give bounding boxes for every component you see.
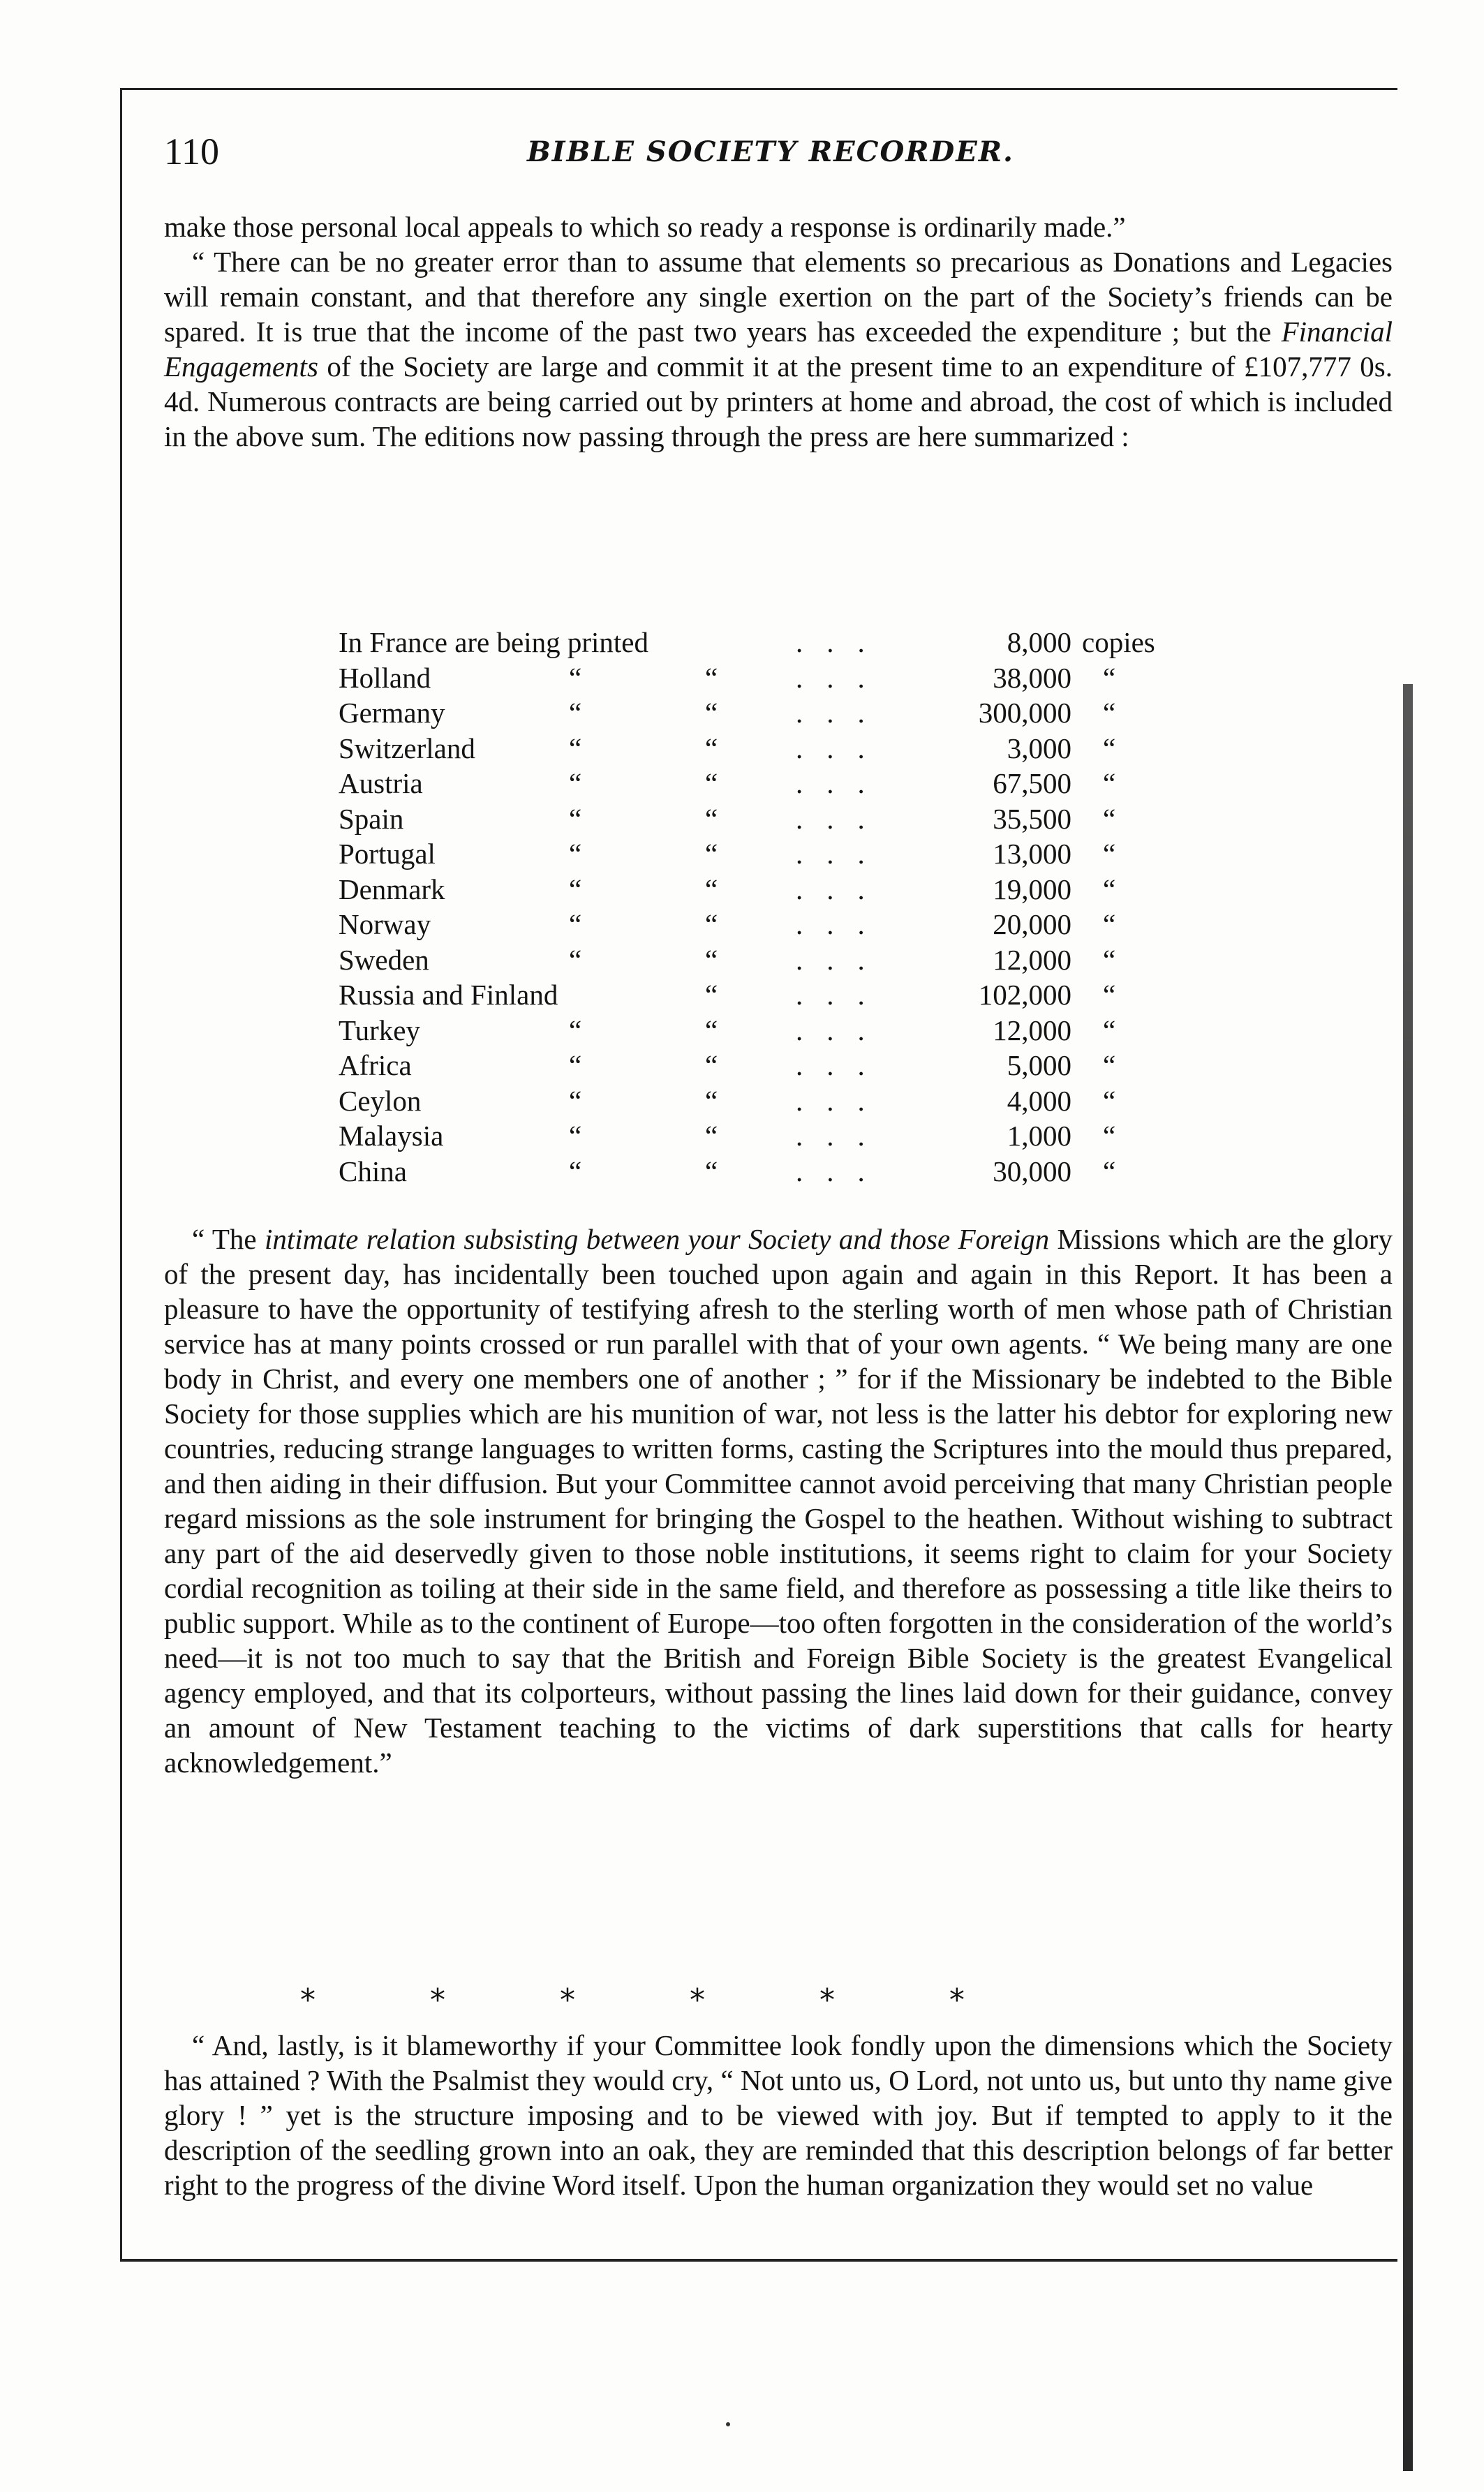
intimate-open: “ The [192,1223,265,1255]
table-row [339,660,1316,696]
ditto-mark: “ [705,661,718,694]
intro-italic-financial: Financial Engagements [164,316,1393,383]
ditto-mark: “ [705,1014,718,1046]
country-cell: Norway [339,908,431,940]
table-row [339,625,1316,660]
ditto-mark: “ [705,979,718,1011]
unit-cell: “ [1103,1155,1116,1187]
table-row [339,1154,1316,1189]
ditto-mark: “ [569,1049,582,1081]
table-row [339,1048,1316,1083]
ditto-mark: “ [569,873,582,905]
unit-cell: “ [1103,908,1116,940]
leader-dots: ... [796,943,889,976]
unit-cell: “ [1103,979,1116,1011]
unit-cell: “ [1103,838,1116,870]
ditto-mark: “ [569,661,582,694]
leader-dots: ... [796,697,889,729]
copies-count: 8,000 [1007,626,1071,658]
copies-count: 19,000 [993,873,1071,905]
ditto-mark: “ [569,767,582,799]
country-cell: In France are being printed [339,626,648,658]
table-row [339,695,1316,731]
country-cell: Malaysia [339,1120,444,1152]
ditto-mark: “ [569,1084,582,1117]
country-cell: Switzerland [339,732,475,764]
copies-count: 102,000 [978,979,1071,1011]
country-cell: Russia and Finland [339,979,558,1011]
country-cell: Germany [339,697,445,729]
intimate-rest: Missions which are the glory of the present day, has incidentally been touched upon again and again in this Report. It has been a pleasure to have the opportunity of testifying afresh to the sterling worth of men whose path of Christian service has at many points crossed or run parallel with that of your own agents. “ We being many are one body in Christ, and every one members one of another ; ” for if the Missionary be indebted to the Bible Society for those supplies which are his munition of war, not less is the latter his debtor for exploring new countries, reducing strange languages to written forms, casting the Scriptures into the mould thus prepared, and then aiding in their diffusion. But your Committee cannot avoid perceiving that many Christian people regard missions as the sole instrument for bringing the Gospel to the heathen. Without wishing to subtract any part of the aid deservedly given to those noble institutions, it seems right to claim for your Society cordial recognition as toiling at their side in the same field, and therefore as possessing a title like theirs to public support. While as to the continent of Europe—too often forgotten in the consideration of the world’s need—it is not too much to say that the British and Foreign Bible Society is the greatest Evangelical agency employed, and that its colporteurs, without passing the lines laid down for their guidance, convey an amount of New Testament teaching to the victims of dark superstitions that calls for hearty acknowledgement.” [164,1223,1393,1779]
leader-dots: ... [796,661,889,694]
table-row [339,977,1316,1013]
table-row [339,1013,1316,1048]
leader-dots: ... [796,1084,889,1117]
unit-cell: “ [1103,802,1116,835]
leader-dots: ... [796,1014,889,1046]
ditto-mark: “ [705,1120,718,1152]
ditto-mark: “ [705,732,718,764]
intimate-relation-paragraph [164,1222,1393,1780]
ditto-mark: “ [705,1049,718,1081]
copies-count: 12,000 [993,943,1071,976]
page-header [164,130,1393,172]
leader-dots: ... [796,873,889,905]
page-edge-shadow [1403,684,1413,2471]
unit-cell: “ [1103,1014,1116,1046]
leader-dots: ... [796,802,889,835]
table-row [339,1118,1316,1154]
unit-cell: copies [1082,626,1155,658]
leader-dots: ... [796,732,889,764]
copies-count: 35,500 [993,802,1071,835]
leader-dots: ... [796,1049,889,1081]
copies-count: 3,000 [1007,732,1071,764]
country-cell: Sweden [339,943,429,976]
copies-count: 20,000 [993,908,1071,940]
ditto-mark: “ [705,767,718,799]
ditto-mark: “ [569,732,582,764]
ditto-mark: “ [705,697,718,729]
ditto-mark: “ [569,802,582,835]
intro-section [164,209,1393,454]
page-number: 110 [164,131,219,172]
unit-cell: “ [1103,732,1116,764]
ditto-mark: “ [705,873,718,905]
unit-cell: “ [1103,1084,1116,1117]
lastly-paragraph: “ And, lastly, is it blameworthy if your Committee look fondly upon the dimensions which the Society has attained ? With the Psalmist they would cry, “ Not unto us, O Lord, not unto us, but unto thy name give glory ! ” yet is the structure imposing and to be viewed with joy. But if tempted to apply to it the description of the seedling grown into an oak, they are reminded that this description belongs of far better right to the progress of the divine Word itself. Upon the human organization they would set no value [164,2029,1393,2201]
unit-cell: “ [1103,697,1116,729]
leader-dots: ... [796,979,889,1011]
lastly-paragraph-section [164,2028,1393,2202]
asterisk-separator: * * * * * * [300,1982,965,2018]
table-row [339,942,1316,978]
intro-paragraph-financial [164,244,1393,454]
copies-count: 30,000 [993,1155,1071,1187]
leader-dots: ... [796,1120,889,1152]
ditto-mark: “ [705,943,718,976]
copies-count: 4,000 [1007,1084,1071,1117]
unit-cell: “ [1103,873,1116,905]
ditto-mark: “ [705,908,718,940]
bottom-rule [120,2259,1397,2262]
country-cell: Turkey [339,1014,420,1046]
ditto-mark: “ [705,802,718,835]
printing-table [339,625,1316,1189]
country-cell: Denmark [339,873,445,905]
running-title: BIBLE SOCIETY RECORDER. [527,135,1014,168]
intro-text-start: “ There can be no greater error than to assume that elements so precarious as Donations and Legacies will remain constant, and that therefore any single exertion on the part of the Society’s friends can be spared. It is true that the income of the past two years has exceeded the expenditure ; but the [164,246,1393,348]
copies-count: 1,000 [1007,1120,1071,1152]
stray-ink-dot [726,2422,730,2426]
country-cell: Africa [339,1049,412,1081]
table-row [339,1083,1316,1119]
leader-dots: ... [796,908,889,940]
country-cell: Spain [339,802,404,835]
unit-cell: “ [1103,1120,1116,1152]
ditto-mark: “ [569,908,582,940]
copies-count: 13,000 [993,838,1071,870]
unit-cell: “ [1103,1049,1116,1081]
intro-text-end: of the Society are large and commit it at the present time to an expenditure of £107,777 0s. 4d. Numerous contracts are being carried out by printers at home and abroad, the cost of which is included in the above sum. The editions now passing through the press are here summarized : [164,350,1393,452]
ditto-mark: “ [705,838,718,870]
table-row [339,766,1316,801]
intimate-paragraph [164,1222,1393,1780]
ditto-mark: “ [569,1120,582,1152]
country-cell: Portugal [339,838,436,870]
copies-count: 38,000 [993,661,1071,694]
ditto-mark: “ [705,1084,718,1117]
unit-cell: “ [1103,661,1116,694]
leader-dots: ... [796,838,889,870]
ditto-mark: “ [705,1155,718,1187]
leader-dots: ... [796,767,889,799]
country-cell: Holland [339,661,431,694]
ditto-mark: “ [569,1014,582,1046]
copies-count: 12,000 [993,1014,1071,1046]
country-cell: Ceylon [339,1084,422,1117]
country-cell: Austria [339,767,423,799]
table-row [339,836,1316,872]
intro-paragraph-continued: make those personal local appeals to which so ready a response is ordinarily made.” [164,211,1126,243]
copies-count: 300,000 [978,697,1071,729]
country-cell: China [339,1155,407,1187]
intimate-italic: intimate relation subsisting between your Society and those Foreign [264,1223,1050,1255]
ditto-mark: “ [569,943,582,976]
table-row [339,872,1316,907]
table-row [339,731,1316,766]
unit-cell: “ [1103,943,1116,976]
ditto-mark: “ [569,1155,582,1187]
ditto-mark: “ [569,697,582,729]
copies-count: 67,500 [993,767,1071,799]
copies-count: 5,000 [1007,1049,1071,1081]
table-row [339,801,1316,837]
table-row [339,907,1316,942]
ditto-mark: “ [569,838,582,870]
leader-dots: ... [796,1155,889,1187]
leader-dots: ... [796,626,889,658]
unit-cell: “ [1103,767,1116,799]
